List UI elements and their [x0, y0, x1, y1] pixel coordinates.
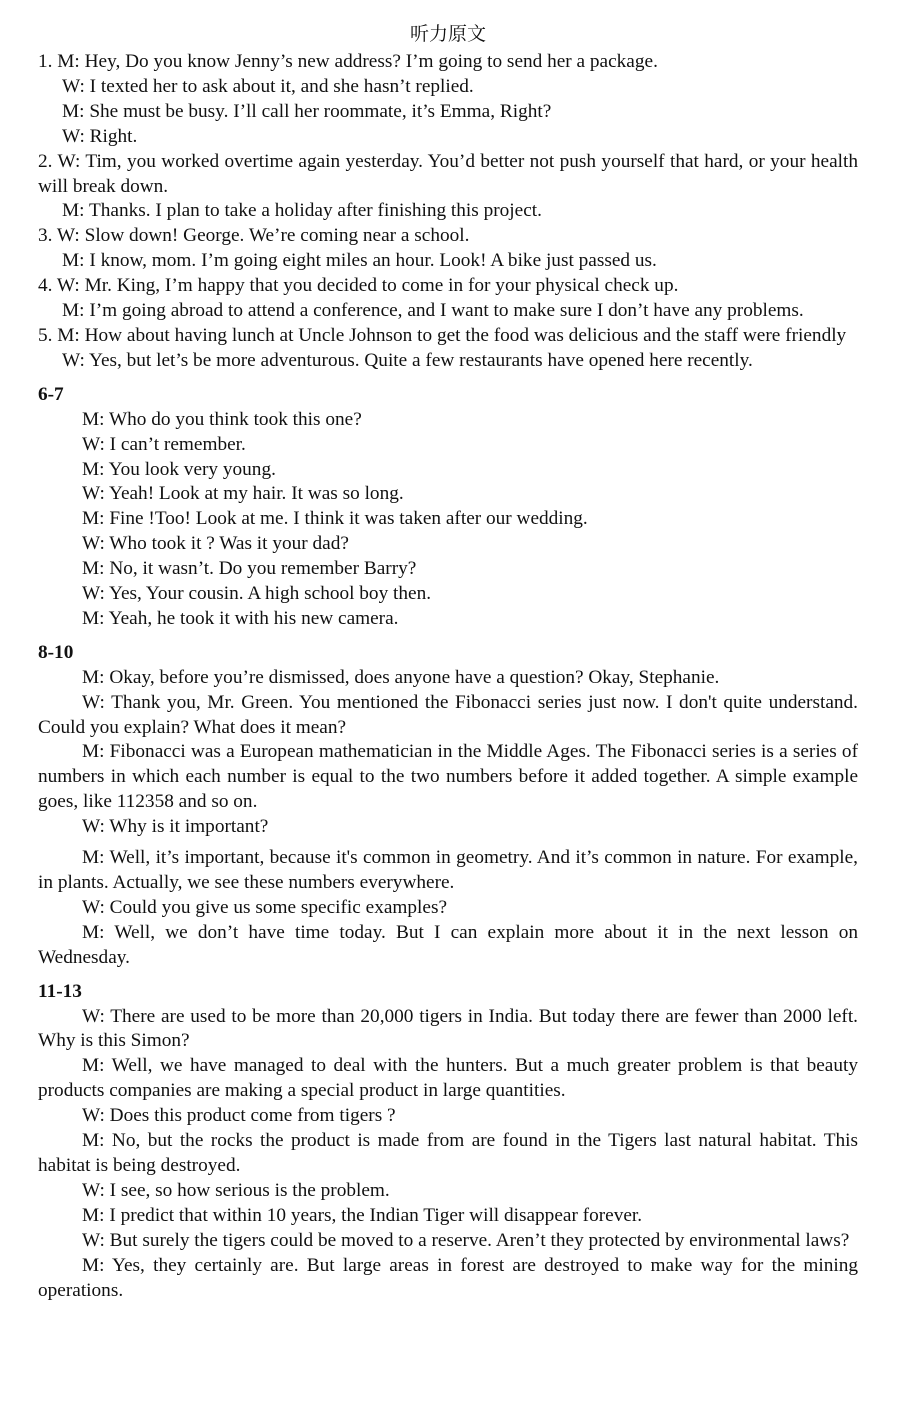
transcript-line: M: Yes, they certainly are. But large areas in forest are destroyed to make way for the mining operations.	[38, 1254, 858, 1301]
transcript-line: 1. M: Hey, Do you know Jenny’s new address? I’m going to send her a package.	[38, 51, 658, 72]
transcript-line: M: Okay, before you’re dismissed, does anyone have a question? Okay, Stephanie.	[82, 666, 720, 688]
transcript-line: M: No, it wasn’t. Do you remember Barry?	[82, 558, 417, 580]
transcript-line: W: Thank you, Mr. Green. You mentioned the Fibonacci series just now. I don't quite understand. Could you explain? What does it mean?	[38, 691, 858, 738]
transcript-line: W: I see, so how serious is the problem.	[82, 1179, 390, 1201]
transcript-line: M: Fibonacci was a European mathematician in the Middle Ages. The Fibonacci series is a series of numbers in which each number is equal to the two numbers before it added together. A simple example goes, like 112358 and so on.	[38, 741, 858, 813]
transcript-line: W: Does this product come from tigers ?	[82, 1105, 396, 1127]
section-heading: 6-7	[38, 383, 64, 405]
transcript-line: W: I texted her to ask about it, and she hasn’t replied.	[62, 75, 474, 97]
transcript-line: M: She must be busy. I’ll call her roommate, it’s Emma, Right?	[62, 100, 552, 122]
transcript-line: W: Yes, but let’s be more adventurous. Quite a few restaurants have opened here recently.	[62, 349, 753, 371]
transcript-line: 2. W: Tim, you worked overtime again yesterday. You’d better not push yourself that hard, or your health will break down.	[38, 150, 858, 197]
document-title: 听力原文	[409, 23, 486, 45]
transcript-line: W: Yeah! Look at my hair. It was so long.	[82, 483, 404, 505]
transcript-line: 4. W: Mr. King, I’m happy that you decided to come in for your physical check up.	[38, 275, 679, 297]
transcript-line: M: I know, mom. I’m going eight miles an hour. Look! A bike just passed us.	[62, 250, 657, 272]
transcript-line: M: I predict that within 10 years, the Indian Tiger will disappear forever.	[82, 1204, 643, 1226]
transcript-line: M: Well, it’s important, because it's common in geometry. And it’s common in nature. For example, in plants. Actually, we see these numbers everywhere.	[38, 847, 858, 893]
transcript-line: M: Thanks. I plan to take a holiday after finishing this project.	[62, 200, 542, 222]
transcript-line: M: No, but the rocks the product is made from are found in the Tigers last natural habitat. This habitat is being destroyed.	[38, 1130, 858, 1176]
transcript-line: M: I’m going abroad to attend a conference, and I want to make sure I don’t have any problems.	[62, 300, 804, 322]
document	[38, 20, 858, 1303]
transcript-line: W: I can’t remember.	[82, 433, 246, 455]
section-heading: 8-10	[38, 641, 74, 663]
transcript-line: M: Fine !Too! Look at me. I think it was taken after our wedding.	[82, 508, 588, 530]
transcript-line: M: Who do you think took this one?	[82, 408, 362, 430]
transcript-line: W: Yes, Your cousin. A high school boy then.	[82, 583, 432, 605]
transcript-line: W: Right.	[62, 125, 138, 147]
transcript-line: M: Yeah, he took it with his new camera.	[82, 607, 399, 629]
transcript-line: W: But surely the tigers could be moved to a reserve. Aren’t they protected by environmental laws?	[82, 1229, 850, 1251]
transcript-body	[38, 50, 858, 1303]
transcript-line: 3. W: Slow down! George. We’re coming near a school.	[38, 225, 470, 247]
transcript-line: M: Well, we don’t have time today. But I can explain more about it in the next lesson on Wednesday.	[38, 921, 858, 968]
transcript-line: M: Well, we have managed to deal with the hunters. But a much greater problem is that beauty products companies are making a special product in large quantities.	[38, 1055, 858, 1102]
transcript-line: 5. M: How about having lunch at Uncle Johnson to get the food was delicious and the staff were friendly	[38, 324, 847, 346]
transcript-line: W: Could you give us some specific examples?	[82, 896, 448, 918]
transcript-line: W: Who took it ? Was it your dad?	[82, 533, 349, 555]
transcript-line: W: There are used to be more than 20,000 tigers in India. But today there are fewer than 2000 left. Why is this Simon?	[38, 1005, 858, 1052]
section-heading: 11-13	[38, 980, 82, 1002]
transcript-line: W: Why is it important?	[82, 816, 269, 838]
transcript-line: M: You look very young.	[82, 458, 276, 480]
